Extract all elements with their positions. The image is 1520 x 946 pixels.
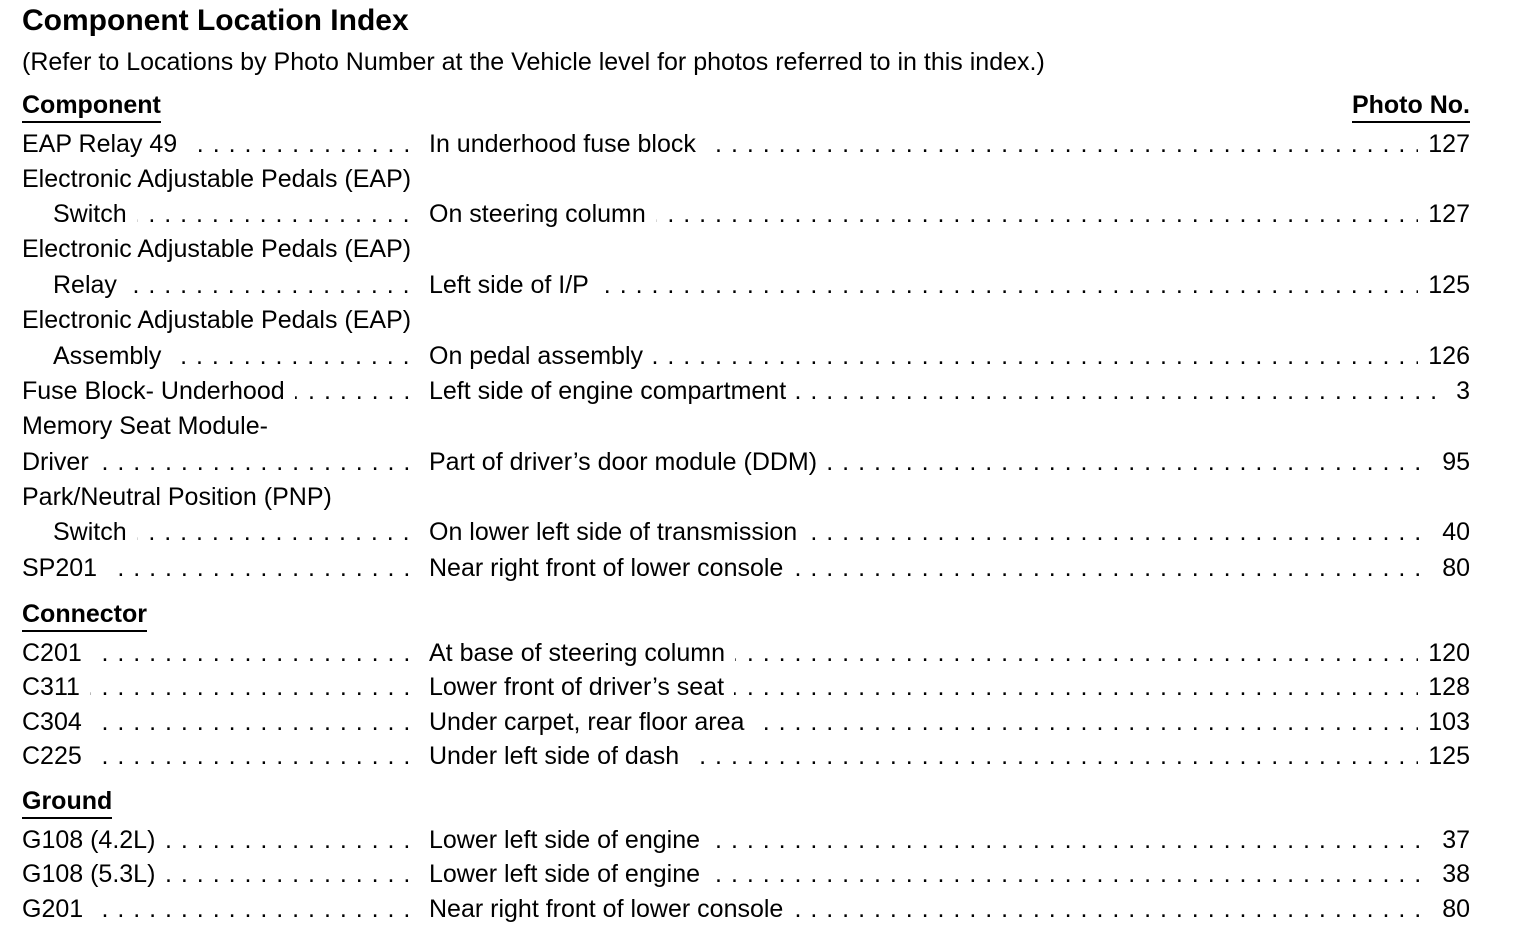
photo-number: 120 <box>1418 636 1470 670</box>
component-group-label: Electronic Adjustable Pedals (EAP) <box>22 165 412 193</box>
photo-number: 3 <box>1446 374 1470 408</box>
ground-section-header: Ground <box>22 786 112 819</box>
photo-number: 127 <box>1418 127 1470 161</box>
component-name-cell: Relay . . . <box>53 268 414 302</box>
table-row <box>22 670 1470 704</box>
location-cell: At base of steering column . . . <box>429 636 1470 670</box>
component-name-cell: Switch . . . <box>53 197 414 231</box>
table-row <box>22 515 1470 549</box>
location-cell: Under carpet, rear floor area . . . <box>429 705 1470 739</box>
page-title: Component Location Index <box>22 4 409 37</box>
photo-number: 40 <box>1432 515 1470 549</box>
table-row <box>22 705 1470 739</box>
ground-name-cell: G108 (4.2L) . . . <box>22 823 414 857</box>
component-name-cell: EAP Relay 49 . . . <box>22 127 414 161</box>
connector-name-cell: C225 . . . <box>22 739 414 773</box>
table-row <box>22 127 1470 161</box>
table-row <box>22 339 1470 373</box>
location-cell: Near right front of lower console . . . <box>429 892 1470 926</box>
location-cell: In underhood fuse block . . . <box>429 127 1470 161</box>
photo-number: 126 <box>1418 339 1470 373</box>
connector-name-cell: C201 . . . <box>22 636 414 670</box>
location-cell: Under left side of dash . . . <box>429 739 1470 773</box>
table-row <box>22 636 1470 670</box>
component-section-header: Component <box>22 90 161 123</box>
connector-section-header: Connector <box>22 599 147 632</box>
photo-number: 80 <box>1432 892 1470 926</box>
location-cell: On pedal assembly . . . <box>429 339 1470 373</box>
location-cell: On lower left side of transmission . . . <box>429 515 1470 549</box>
location-cell: Lower front of driver’s seat . . . <box>429 670 1470 704</box>
connector-name-cell: C311 . . . <box>22 670 414 704</box>
table-row <box>22 445 1470 479</box>
component-group-label: Electronic Adjustable Pedals (EAP) <box>22 235 412 263</box>
component-name-cell: Switch . . . <box>53 515 414 549</box>
photo-no-header: Photo No. <box>1352 90 1470 123</box>
photo-number: 80 <box>1432 551 1470 585</box>
photo-number: 128 <box>1418 670 1470 704</box>
component-name-cell: Assembly . . . <box>53 339 414 373</box>
photo-number: 95 <box>1432 445 1470 479</box>
location-cell: Part of driver’s door module (DDM) . . . <box>429 445 1470 479</box>
page-subtitle: (Refer to Locations by Photo Number at the Vehicle level for photos referred to in this index.) <box>22 48 1045 76</box>
photo-number: 125 <box>1418 268 1470 302</box>
component-group-label: Park/Neutral Position (PNP) <box>22 483 332 511</box>
table-row <box>22 551 1470 585</box>
location-cell: On steering column . . . <box>429 197 1470 231</box>
photo-number: 103 <box>1418 705 1470 739</box>
table-row <box>22 268 1470 302</box>
photo-number: 125 <box>1418 739 1470 773</box>
table-row <box>22 823 1470 857</box>
photo-number: 127 <box>1418 197 1470 231</box>
ground-name-cell: G201 . . . <box>22 892 414 926</box>
table-row <box>22 892 1470 926</box>
component-name-cell: Driver . . . <box>22 445 414 479</box>
photo-number: 37 <box>1432 823 1470 857</box>
ground-name-cell: G108 (5.3L) . . . <box>22 857 414 891</box>
component-group-label: Memory Seat Module- <box>22 412 268 440</box>
location-cell: Near right front of lower console . . . <box>429 551 1470 585</box>
photo-number: 38 <box>1432 857 1470 891</box>
connector-name-cell: C304 . . . <box>22 705 414 739</box>
table-row <box>22 857 1470 891</box>
location-cell: Left side of I/P . . . <box>429 268 1470 302</box>
component-name-cell: SP201 . . . <box>22 551 414 585</box>
location-cell: Lower left side of engine . . . <box>429 857 1470 891</box>
table-row <box>22 739 1470 773</box>
location-cell: Left side of engine compartment . . . <box>429 374 1470 408</box>
component-name-cell: Fuse Block- Underhood . . . <box>22 374 414 408</box>
table-row <box>22 374 1470 408</box>
location-cell: Lower left side of engine . . . <box>429 823 1470 857</box>
component-group-label: Electronic Adjustable Pedals (EAP) <box>22 306 412 334</box>
table-row <box>22 197 1470 231</box>
